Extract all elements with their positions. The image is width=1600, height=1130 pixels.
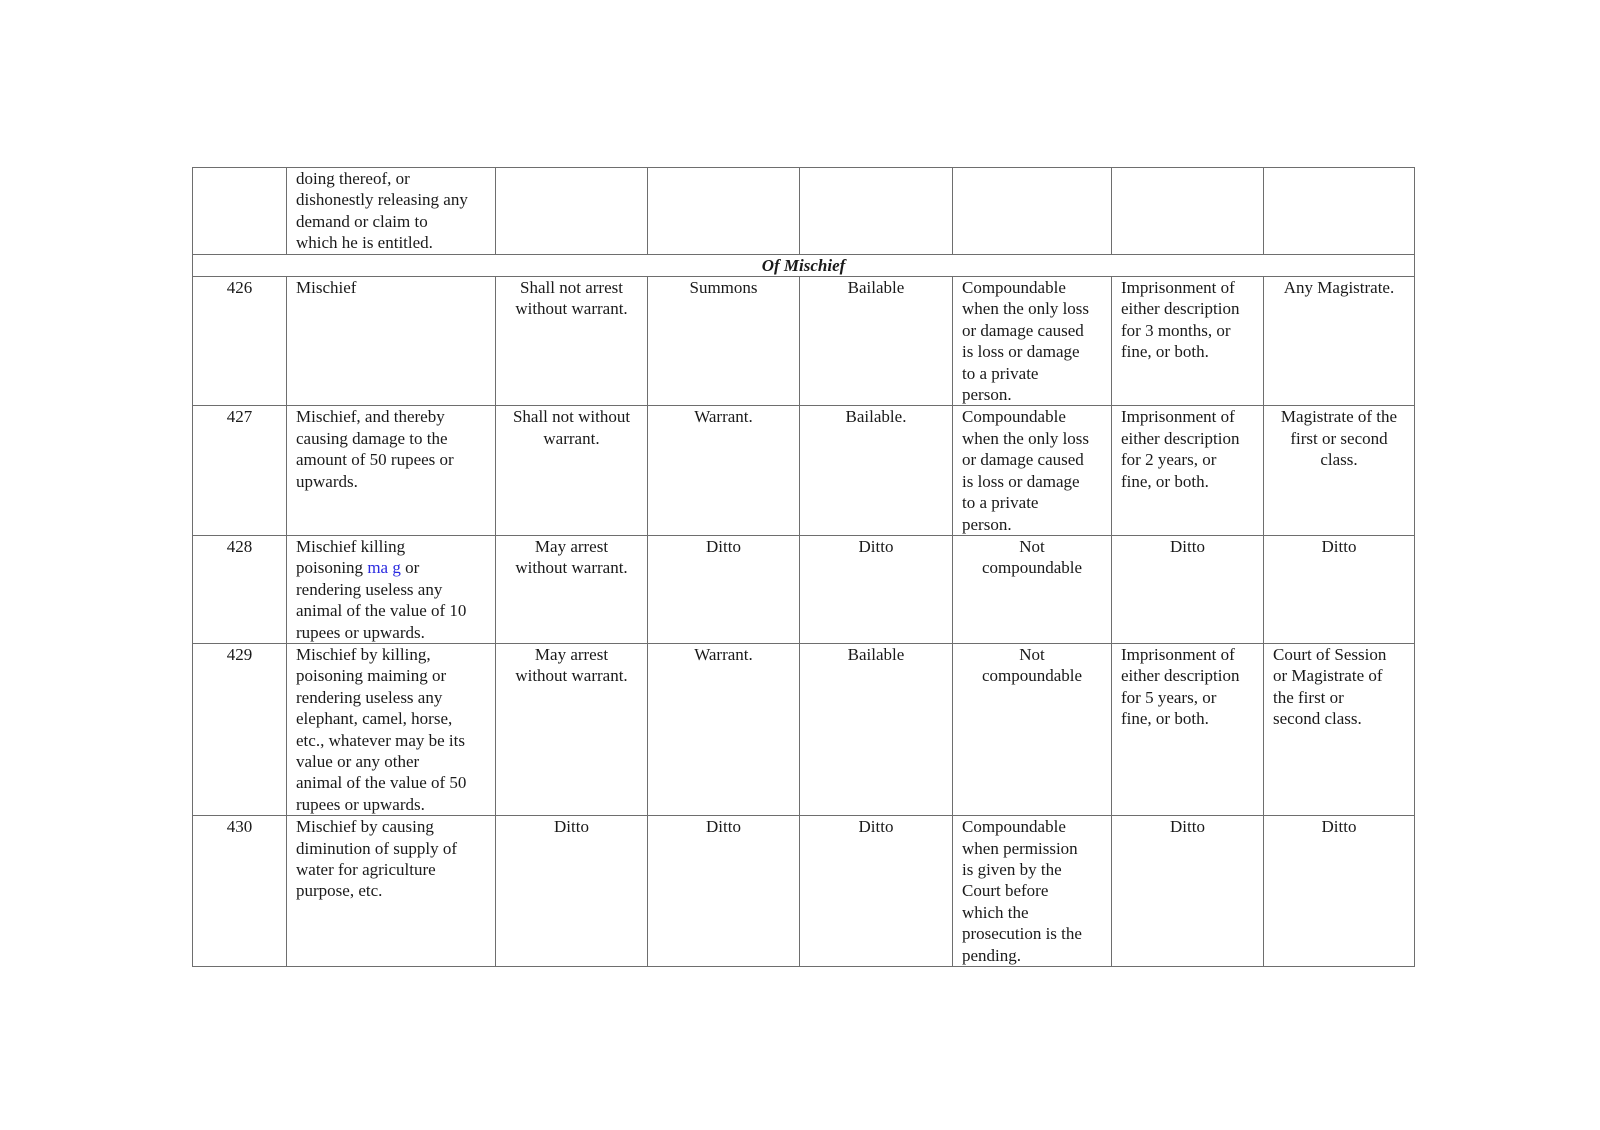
process-cell: Summons xyxy=(648,277,800,406)
arrest-cell: Shall not without warrant. xyxy=(496,406,648,535)
bail-cell: Ditto xyxy=(800,816,953,967)
arrest-cell xyxy=(496,168,648,255)
process-cell: Ditto xyxy=(648,535,800,643)
table-row-continuation xyxy=(193,168,1415,255)
section-number: 429 xyxy=(193,643,287,815)
section-number: 430 xyxy=(193,816,287,967)
compoundable-cell xyxy=(953,168,1112,255)
section-number: 428 xyxy=(193,535,287,643)
arrest-cell: May arrest without warrant. xyxy=(496,535,648,643)
offences-table xyxy=(192,167,1415,967)
offence-cell xyxy=(287,535,496,643)
process-cell: Warrant. xyxy=(648,643,800,815)
bail-cell: Ditto xyxy=(800,535,953,643)
offence-cell: doing thereof, or dishonestly releasing any demand or claim to which he is entitled. xyxy=(287,168,496,255)
punishment-cell: Imprisonment of either description for 3 months, or fine, or both. xyxy=(1112,277,1264,406)
arrest-cell: Ditto xyxy=(496,816,648,967)
offence-cell: Mischief, and thereby causing damage to the amount of 50 rupees or upwards. xyxy=(287,406,496,535)
process-cell xyxy=(648,168,800,255)
court-cell: Magistrate of the first or second class. xyxy=(1264,406,1415,535)
punishment-cell: Imprisonment of either description for 5 years, or fine, or both. xyxy=(1112,643,1264,815)
court-cell: Ditto xyxy=(1264,535,1415,643)
punishment-cell: Ditto xyxy=(1112,535,1264,643)
arrest-cell: May arrest without warrant. xyxy=(496,643,648,815)
offence-text: Mischief killing poisoning xyxy=(296,536,406,578)
offence-cell: Mischief by killing, poisoning maiming or rendering useless any elephant, camel, horse, etc., whatever may be its value or any other animal of the value of 50 rupees or upwards. xyxy=(287,643,496,815)
offence-text: or rendering useless any animal of the value of 10 rupees or upwards. xyxy=(296,558,467,642)
bail-cell: Bailable xyxy=(800,277,953,406)
table-row xyxy=(193,277,1415,406)
bail-cell: Bailable xyxy=(800,643,953,815)
offence-cell: Mischief by causing diminution of supply of water for agriculture purpose, etc. xyxy=(287,816,496,967)
table-row xyxy=(193,816,1415,967)
court-cell: Ditto xyxy=(1264,816,1415,967)
punishment-cell: Ditto xyxy=(1112,816,1264,967)
process-cell: Warrant. xyxy=(648,406,800,535)
offence-cell: Mischief xyxy=(287,277,496,406)
compoundable-cell: Not compoundable xyxy=(953,535,1112,643)
table-row xyxy=(193,406,1415,535)
punishment-cell xyxy=(1112,168,1264,255)
process-cell: Ditto xyxy=(648,816,800,967)
bail-cell xyxy=(800,168,953,255)
table-row xyxy=(193,643,1415,815)
bail-cell: Bailable. xyxy=(800,406,953,535)
court-cell xyxy=(1264,168,1415,255)
punishment-cell: Imprisonment of either description for 2 years, or fine, or both. xyxy=(1112,406,1264,535)
section-number: 427 xyxy=(193,406,287,535)
compoundable-cell: Not compoundable xyxy=(953,643,1112,815)
offence-link[interactable]: ma g xyxy=(367,558,401,578)
compoundable-cell: Compoundable when permission is given by the Court before which the prosecution is the pending. xyxy=(953,816,1112,967)
section-heading-row xyxy=(193,254,1415,276)
section-number: 426 xyxy=(193,277,287,406)
compoundable-cell: Compoundable when the only loss or damage caused is loss or damage to a private person. xyxy=(953,406,1112,535)
section-heading: Of Mischief xyxy=(193,254,1415,276)
table-row xyxy=(193,535,1415,643)
court-cell: Court of Session or Magistrate of the first or second class. xyxy=(1264,643,1415,815)
section-cell xyxy=(193,168,287,255)
arrest-cell: Shall not arrest without warrant. xyxy=(496,277,648,406)
court-cell: Any Magistrate. xyxy=(1264,277,1415,406)
compoundable-cell: Compoundable when the only loss or damage caused is loss or damage to a private person. xyxy=(953,277,1112,406)
